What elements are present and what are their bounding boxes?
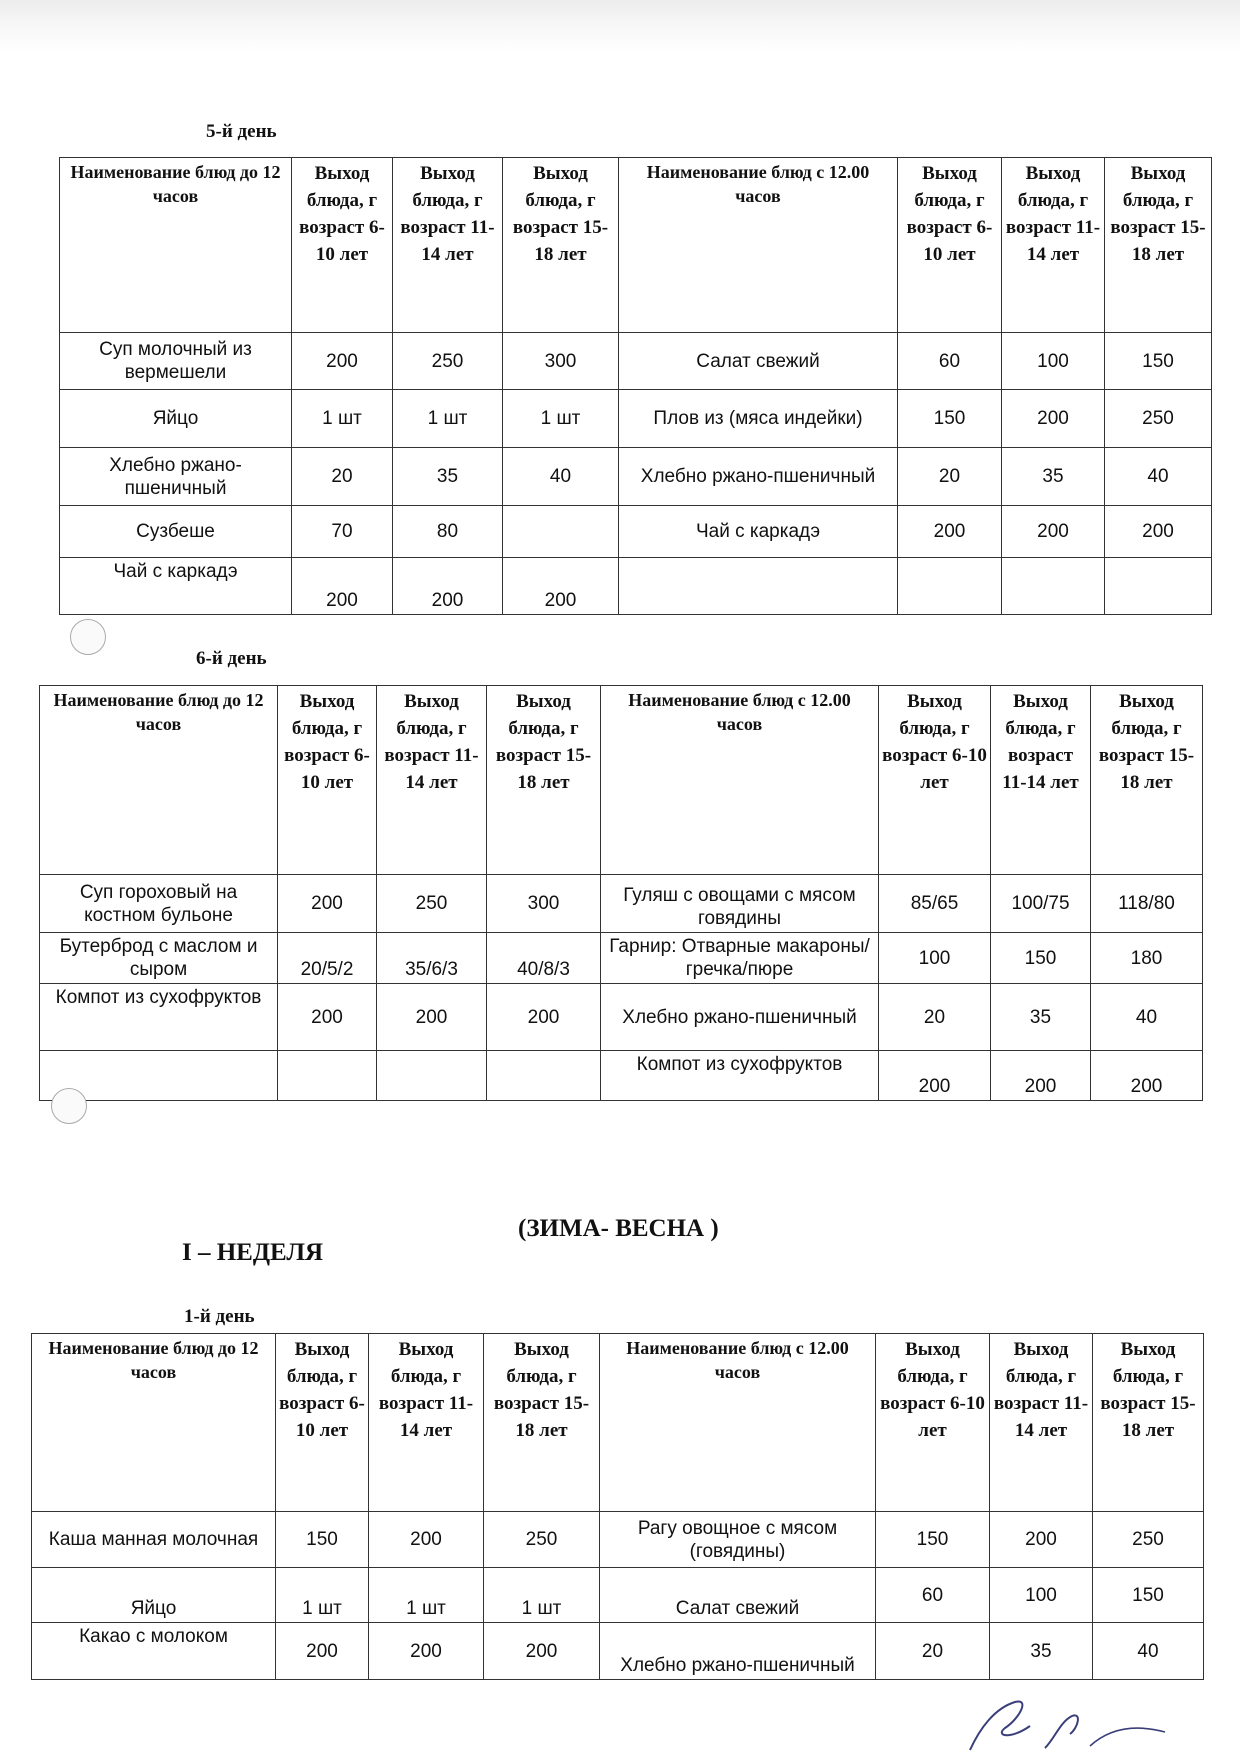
col-header-afternoon-dish: Наименование блюд с 12.00 часов — [600, 1334, 876, 1512]
yield-cell: 40/8/3 — [487, 933, 601, 984]
day1-menu-table — [31, 1333, 1204, 1680]
dish-name-cell: Рагу овощное с мясом (говядины) — [600, 1512, 876, 1568]
yield-cell: 80 — [393, 506, 503, 558]
yield-cell: 100 — [990, 1568, 1093, 1623]
yield-cell: 200 — [990, 1512, 1093, 1568]
season-title: (ЗИМА- ВЕСНА ) — [518, 1215, 719, 1242]
dish-name-cell: Чай с каркадэ — [60, 558, 292, 615]
col-header-afternoon-dish: Наименование блюд с 12.00 часов — [601, 686, 879, 875]
day6-title: 6-й день — [196, 648, 267, 669]
signature-mark — [960, 1688, 1190, 1754]
day5-title: 5-й день — [206, 121, 277, 142]
table-header-row — [60, 158, 1212, 333]
yield-cell: 200 — [1002, 390, 1105, 448]
table-row — [40, 933, 1203, 984]
yield-cell: 1 шт — [369, 1568, 484, 1623]
table-row — [40, 1051, 1203, 1101]
dish-name-cell: Салат свежий — [619, 333, 898, 390]
yield-cell: 200 — [292, 558, 393, 615]
yield-cell: 200 — [484, 1623, 600, 1680]
dish-name-cell: Каша манная молочная — [32, 1512, 276, 1568]
yield-cell: 100/75 — [991, 875, 1091, 933]
yield-cell: 250 — [377, 875, 487, 933]
col-header-yield-11-14: Выход блюда, г возраст 11-14 лет — [1002, 158, 1105, 333]
yield-cell: 200 — [393, 558, 503, 615]
yield-cell: 250 — [1093, 1512, 1204, 1568]
col-header-yield-15-18: Выход блюда, г возраст 15-18 лет — [1093, 1334, 1204, 1512]
yield-cell: 118/80 — [1091, 875, 1203, 933]
yield-cell: 20 — [876, 1623, 990, 1680]
dish-name-cell: Компот из сухофруктов — [40, 984, 278, 1051]
dish-name-cell: Плов из (мяса индейки) — [619, 390, 898, 448]
dish-name-cell: Яйцо — [32, 1568, 276, 1623]
yield-cell: 1 шт — [484, 1568, 600, 1623]
yield-cell: 35 — [1002, 448, 1105, 506]
yield-cell: 1 шт — [503, 390, 619, 448]
dish-name-cell: Хлебно ржано-пшеничный — [600, 1623, 876, 1680]
dish-name-cell: Гарнир: Отварные макароны/ гречка/пюре — [601, 933, 879, 984]
yield-cell: 20 — [879, 984, 991, 1051]
table-row — [32, 1568, 1204, 1623]
col-header-yield-11-14: Выход блюда, г возраст 11-14 лет — [990, 1334, 1093, 1512]
col-header-yield-15-18: Выход блюда, г возраст 15-18 лет — [1091, 686, 1203, 875]
dish-name-cell: Суп гороховый на костном бульоне — [40, 875, 278, 933]
yield-cell: 200 — [991, 1051, 1091, 1101]
yield-cell: 200 — [503, 558, 619, 615]
day1-title: 1-й день — [184, 1306, 255, 1327]
yield-cell: 200 — [1091, 1051, 1203, 1101]
yield-cell: 35 — [990, 1623, 1093, 1680]
yield-cell: 20/5/2 — [278, 933, 377, 984]
col-header-yield-11-14: Выход блюда, г возраст 11-14 лет — [369, 1334, 484, 1512]
yield-cell: 40 — [503, 448, 619, 506]
col-header-yield-11-14: Выход блюда, г возраст 11-14 лет — [393, 158, 503, 333]
yield-cell: 200 — [487, 984, 601, 1051]
yield-cell: 35 — [393, 448, 503, 506]
col-header-yield-6-10: Выход блюда, г возраст 6-10 лет — [876, 1334, 990, 1512]
col-header-yield-15-18: Выход блюда, г возраст 15-18 лет — [1105, 158, 1212, 333]
table-header-row — [32, 1334, 1204, 1512]
scan-top-edge — [0, 0, 1240, 52]
col-header-yield-15-18: Выход блюда, г возраст 15-18 лет — [503, 158, 619, 333]
col-header-morning-dish: Наименование блюд до 12 часов — [60, 158, 292, 333]
table-row — [60, 448, 1212, 506]
yield-cell: 20 — [898, 448, 1002, 506]
yield-cell: 200 — [276, 1623, 369, 1680]
yield-cell — [898, 558, 1002, 615]
yield-cell: 200 — [369, 1512, 484, 1568]
yield-cell: 35/6/3 — [377, 933, 487, 984]
week-title: I – НЕДЕЛЯ — [182, 1239, 324, 1266]
yield-cell: 200 — [898, 506, 1002, 558]
yield-cell: 200 — [879, 1051, 991, 1101]
yield-cell: 200 — [1105, 506, 1212, 558]
yield-cell: 100 — [879, 933, 991, 984]
yield-cell — [377, 1051, 487, 1101]
yield-cell — [487, 1051, 601, 1101]
dish-name-cell: Сузбеше — [60, 506, 292, 558]
col-header-yield-11-14: Выход блюда, г возраст 11-14 лет — [377, 686, 487, 875]
yield-cell: 150 — [876, 1512, 990, 1568]
yield-cell: 250 — [1105, 390, 1212, 448]
col-header-yield-6-10: Выход блюда, г возраст 6-10 лет — [898, 158, 1002, 333]
table-row — [32, 1623, 1204, 1680]
yield-cell: 40 — [1091, 984, 1203, 1051]
table-row — [60, 506, 1212, 558]
col-header-yield-6-10: Выход блюда, г возраст 6-10 лет — [276, 1334, 369, 1512]
dish-name-cell: Яйцо — [60, 390, 292, 448]
yield-cell: 1 шт — [276, 1568, 369, 1623]
punch-hole — [51, 1088, 87, 1124]
dish-name-cell: Суп молочный из вермешели — [60, 333, 292, 390]
yield-cell: 250 — [484, 1512, 600, 1568]
yield-cell: 200 — [1002, 506, 1105, 558]
yield-cell — [503, 506, 619, 558]
yield-cell: 150 — [991, 933, 1091, 984]
col-header-afternoon-dish: Наименование блюд с 12.00 часов — [619, 158, 898, 333]
punch-hole — [70, 619, 106, 655]
table-header-row — [40, 686, 1203, 875]
yield-cell: 1 шт — [393, 390, 503, 448]
yield-cell: 200 — [292, 333, 393, 390]
table-row — [60, 333, 1212, 390]
yield-cell: 150 — [1105, 333, 1212, 390]
dish-name-cell: Компот из сухофруктов — [601, 1051, 879, 1101]
dish-name-cell: Бутерброд с маслом и сыром — [40, 933, 278, 984]
yield-cell: 20 — [292, 448, 393, 506]
dish-name-cell: Хлебно ржано-пшеничный — [601, 984, 879, 1051]
yield-cell — [1105, 558, 1212, 615]
yield-cell: 100 — [1002, 333, 1105, 390]
dish-name-cell: Какао с молоком — [32, 1623, 276, 1680]
yield-cell — [278, 1051, 377, 1101]
yield-cell: 150 — [898, 390, 1002, 448]
table-row — [40, 875, 1203, 933]
yield-cell: 1 шт — [292, 390, 393, 448]
yield-cell: 60 — [898, 333, 1002, 390]
col-header-yield-11-14: Выход блюда, г возраст 11-14 лет — [991, 686, 1091, 875]
yield-cell: 250 — [393, 333, 503, 390]
yield-cell: 40 — [1093, 1623, 1204, 1680]
yield-cell: 60 — [876, 1568, 990, 1623]
yield-cell: 40 — [1105, 448, 1212, 506]
yield-cell — [1002, 558, 1105, 615]
table-row — [60, 558, 1212, 615]
yield-cell: 70 — [292, 506, 393, 558]
day6-menu-table — [39, 685, 1203, 1101]
dish-name-cell — [619, 558, 898, 615]
dish-name-cell: Хлебно ржано-пшеничный — [60, 448, 292, 506]
day5-menu-table — [59, 157, 1212, 615]
table-row — [60, 390, 1212, 448]
yield-cell: 200 — [278, 984, 377, 1051]
yield-cell: 150 — [1093, 1568, 1204, 1623]
dish-name-cell: Гуляш с овощами с мясом говядины — [601, 875, 879, 933]
col-header-yield-6-10: Выход блюда, г возраст 6-10 лет — [292, 158, 393, 333]
dish-name-cell: Чай с каркадэ — [619, 506, 898, 558]
col-header-yield-15-18: Выход блюда, г возраст 15-18 лет — [487, 686, 601, 875]
col-header-morning-dish: Наименование блюд до 12 часов — [32, 1334, 276, 1512]
dish-name-cell: Хлебно ржано-пшеничный — [619, 448, 898, 506]
yield-cell: 200 — [278, 875, 377, 933]
yield-cell: 85/65 — [879, 875, 991, 933]
col-header-yield-6-10: Выход блюда, г возраст 6-10 лет — [879, 686, 991, 875]
yield-cell: 200 — [377, 984, 487, 1051]
yield-cell: 300 — [487, 875, 601, 933]
yield-cell: 200 — [369, 1623, 484, 1680]
yield-cell: 150 — [276, 1512, 369, 1568]
yield-cell: 300 — [503, 333, 619, 390]
table-row — [40, 984, 1203, 1051]
dish-name-cell: Салат свежий — [600, 1568, 876, 1623]
yield-cell: 180 — [1091, 933, 1203, 984]
col-header-yield-6-10: Выход блюда, г возраст 6-10 лет — [278, 686, 377, 875]
yield-cell: 35 — [991, 984, 1091, 1051]
col-header-morning-dish: Наименование блюд до 12 часов — [40, 686, 278, 875]
col-header-yield-15-18: Выход блюда, г возраст 15-18 лет — [484, 1334, 600, 1512]
table-row — [32, 1512, 1204, 1568]
